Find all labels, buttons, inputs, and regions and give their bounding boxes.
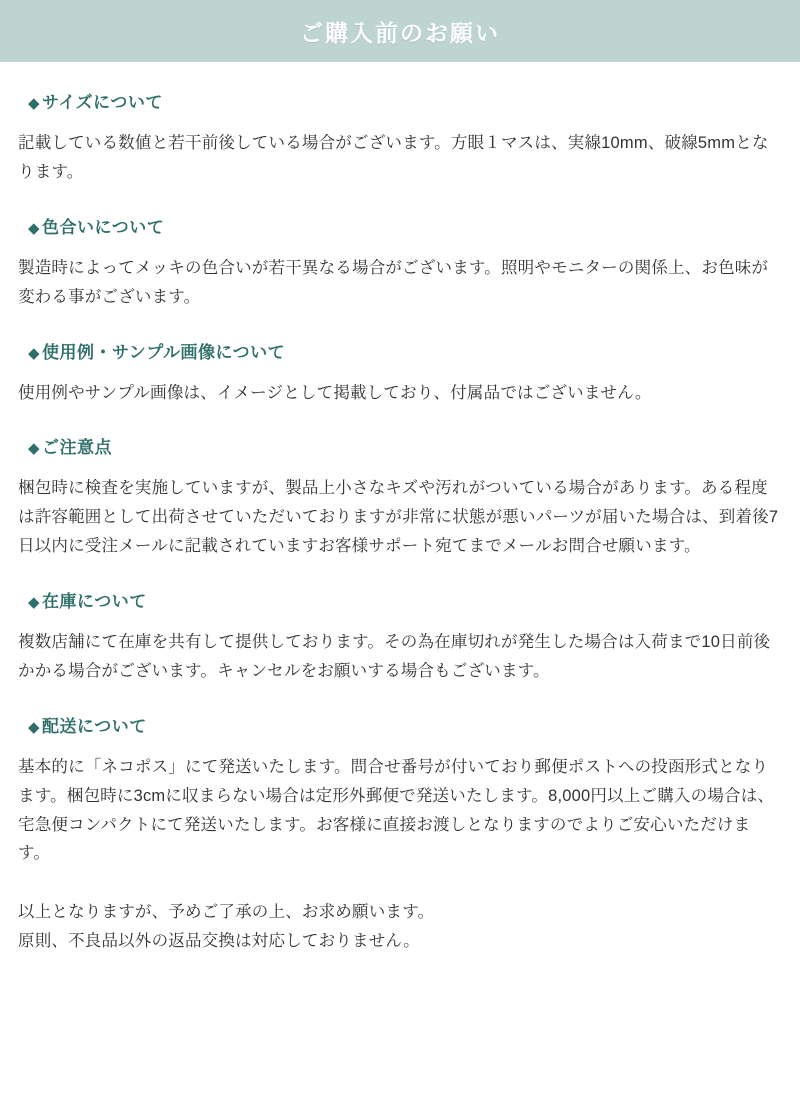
section-stock [18, 587, 782, 686]
page-title: ご購入前のお願い [300, 19, 500, 46]
section-heading-sample-image-label: 使用例・サンプル画像について [42, 342, 286, 362]
section-body-caution: 梱包時に検査を実施していますが、製品上小さなキズや汚れがついている場合があります。ある程度は許容範囲として出荷させていただいておりますが非常に状態が悪いパーツが届いた場合は、到着後7日以内に受注メールに記載されていますお客様サポート宛てまでメールお問合せ願います。 [18, 479, 779, 556]
section-heading-size [28, 88, 782, 113]
section-heading-color [28, 213, 782, 238]
section-heading-size-label: サイズについて [42, 93, 163, 112]
section-caution [18, 433, 782, 561]
section-color [18, 213, 782, 312]
page-header-band [0, 0, 800, 62]
diamond-bullet-icon: ◆ [28, 344, 41, 362]
section-heading-stock [28, 587, 782, 612]
diamond-bullet-icon: ◆ [28, 440, 41, 458]
diamond-bullet-icon: ◆ [28, 718, 41, 736]
section-shipping [18, 712, 782, 869]
diamond-bullet-icon: ◆ [28, 594, 41, 611]
section-heading-stock-label: 在庫について [42, 592, 147, 611]
section-sample-image [18, 338, 782, 408]
section-body-color: 製造時によってメッキの色合いが若干異なる場合がございます。照明やモニターの関係上、お色味が変わる事がございます。 [18, 258, 769, 306]
closing-line-1: 以上となりますが、予めご了承の上、お求め願います。 [18, 903, 435, 922]
section-heading-caution [28, 433, 782, 458]
section-body-shipping: 基本的に「ネコポス」にて発送いたします。問合せ番号が付いており郵便ポストへの投函形式となります。梱包時に3cmに収まらない場合は定形外郵便で発送いたします。8,000円以上ご購入の場合は、宅急便コンパクトにて発送いたします。お客様に直接お渡しとなりますのでよりご安心いただけます。 [18, 757, 775, 863]
section-body-sample-image: 使用例やサンプル画像は、イメージとして掲載しており、付属品ではございません。 [18, 383, 652, 402]
closing-line-2: 原則、不良品以外の返品交換は対応しておりません。 [18, 932, 420, 951]
diamond-bullet-icon: ◆ [28, 219, 41, 237]
section-size [18, 88, 782, 187]
section-heading-shipping-label: 配送について [42, 716, 147, 736]
section-heading-sample-image [28, 338, 782, 363]
section-heading-caution-label: ご注意点 [42, 438, 113, 458]
section-body-stock: 複数店舗にて在庫を共有して提供しております。その為在庫切れが発生した場合は入荷まで10日前後かかる場合がございます。キャンセルをお願いする場合もございます。 [18, 633, 771, 680]
section-heading-color-label: 色合いについて [42, 217, 165, 237]
diamond-bullet-icon: ◆ [28, 95, 41, 112]
section-body-size: 記載している数値と若干前後している場合がございます。方眼１マスは、実線10mm、破線5mmとなります。 [18, 134, 769, 181]
content-area [0, 88, 800, 970]
section-heading-shipping [28, 712, 782, 737]
closing-note [18, 898, 782, 956]
